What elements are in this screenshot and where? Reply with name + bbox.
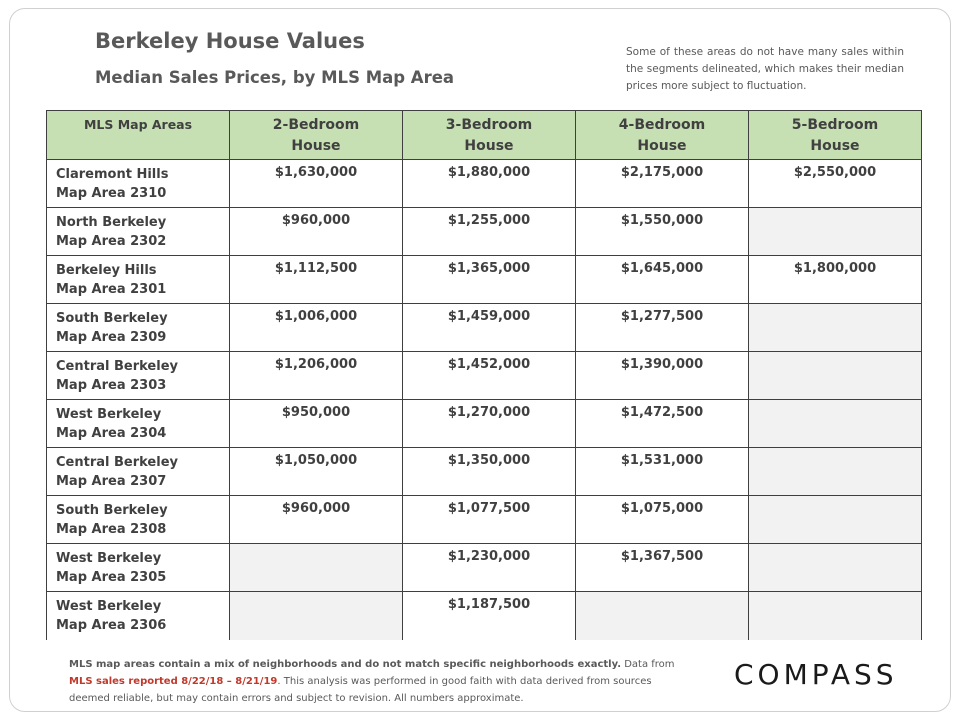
price-cell: $1,800,000: [749, 256, 922, 304]
empty-price-cell: [576, 592, 749, 640]
table-row: [47, 592, 922, 640]
area-code: Map Area 2306: [56, 618, 167, 633]
column-header-label: 2-Bedroom House: [272, 117, 360, 154]
price-cell: $1,630,000: [230, 160, 403, 208]
table-row: [47, 256, 922, 304]
area-cell: [47, 448, 230, 496]
area-cell: [47, 544, 230, 592]
price-cell: $1,350,000: [403, 448, 576, 496]
area-name: North Berkeley: [56, 215, 167, 230]
table-row: [47, 352, 922, 400]
empty-price-cell: [749, 544, 922, 592]
price-cell: $2,175,000: [576, 160, 749, 208]
price-cell: $1,187,500: [403, 592, 576, 640]
table-row: [47, 448, 922, 496]
column-header-label: 3-Bedroom House: [445, 117, 533, 154]
empty-price-cell: [749, 592, 922, 640]
empty-price-cell: [230, 592, 403, 640]
table-row: [47, 304, 922, 352]
price-cell: $1,452,000: [403, 352, 576, 400]
empty-price-cell: [749, 400, 922, 448]
price-cell: $1,531,000: [576, 448, 749, 496]
area-name: West Berkeley: [56, 599, 162, 614]
empty-price-cell: [749, 208, 922, 256]
empty-price-cell: [749, 496, 922, 544]
area-code: Map Area 2303: [56, 378, 167, 393]
area-cell: [47, 400, 230, 448]
price-cell: $1,075,000: [576, 496, 749, 544]
price-cell: $1,270,000: [403, 400, 576, 448]
table-body: [47, 160, 922, 640]
area-name: Claremont Hills: [56, 167, 169, 182]
compass-logo: COMPASS: [734, 658, 898, 691]
footer-bold-text: MLS map areas contain a mix of neighborhoods and do not match specific neighborhoods exactly.: [69, 659, 622, 670]
area-name: South Berkeley: [56, 311, 168, 326]
price-cell: $1,365,000: [403, 256, 576, 304]
price-cell: $950,000: [230, 400, 403, 448]
price-cell: $1,050,000: [230, 448, 403, 496]
column-header-label: 5-Bedroom House: [791, 117, 879, 154]
price-cell: $1,472,500: [576, 400, 749, 448]
price-cell: $1,006,000: [230, 304, 403, 352]
price-cell: $1,206,000: [230, 352, 403, 400]
area-name: West Berkeley: [56, 551, 162, 566]
column-header: [576, 111, 749, 160]
empty-price-cell: [749, 304, 922, 352]
column-header: MLS Map Areas: [47, 111, 230, 160]
disclaimer-note: Some of these areas do not have many sales within the segments delineated, which makes their median prices more subject to fluctuation.: [626, 46, 904, 92]
column-header-label: 4-Bedroom House: [618, 117, 706, 154]
price-cell: $960,000: [230, 496, 403, 544]
area-cell: [47, 352, 230, 400]
price-cell: $2,550,000: [749, 160, 922, 208]
price-cell: $1,459,000: [403, 304, 576, 352]
area-code: Map Area 2307: [56, 474, 167, 489]
area-cell: [47, 208, 230, 256]
price-cell: $1,077,500: [403, 496, 576, 544]
table-row: [47, 544, 922, 592]
area-code: Map Area 2301: [56, 282, 167, 297]
area-cell: [47, 160, 230, 208]
table-row: [47, 208, 922, 256]
area-name: South Berkeley: [56, 503, 168, 518]
area-name: Central Berkeley: [56, 455, 178, 470]
area-cell: [47, 304, 230, 352]
price-cell: $1,880,000: [403, 160, 576, 208]
price-cell: $1,255,000: [403, 208, 576, 256]
footer-date-range: MLS sales reported 8/22/18 – 8/21/19: [69, 676, 278, 687]
area-cell: [47, 256, 230, 304]
area-code: Map Area 2305: [56, 570, 167, 585]
column-header: [749, 111, 922, 160]
price-cell: $960,000: [230, 208, 403, 256]
table-row: [47, 160, 922, 208]
price-cell: $1,645,000: [576, 256, 749, 304]
median-price-table: [46, 110, 922, 640]
column-header: [230, 111, 403, 160]
area-name: Central Berkeley: [56, 359, 178, 374]
price-cell: $1,367,500: [576, 544, 749, 592]
table-row: [47, 400, 922, 448]
price-cell: $1,230,000: [403, 544, 576, 592]
empty-price-cell: [749, 352, 922, 400]
price-cell: $1,277,500: [576, 304, 749, 352]
area-name: Berkeley Hills: [56, 263, 157, 278]
column-header: [403, 111, 576, 160]
price-cell: $1,550,000: [576, 208, 749, 256]
table-row: [47, 496, 922, 544]
area-code: Map Area 2309: [56, 330, 167, 345]
price-cell: $1,390,000: [576, 352, 749, 400]
footer-disclaimer: [69, 656, 689, 707]
page-subtitle: Median Sales Prices, by MLS Map Area: [95, 68, 455, 87]
area-cell: [47, 592, 230, 640]
empty-price-cell: [749, 448, 922, 496]
footer-text: . This analysis was performed in good faith with data derived from sources deemed reliable, but may contain errors and subject to revision. All numbers approximate.: [69, 676, 652, 704]
footer-text: Data from: [621, 659, 675, 670]
area-name: West Berkeley: [56, 407, 162, 422]
area-code: Map Area 2304: [56, 426, 167, 441]
price-cell: $1,112,500: [230, 256, 403, 304]
area-code: Map Area 2308: [56, 522, 167, 537]
area-cell: [47, 496, 230, 544]
area-code: Map Area 2310: [56, 186, 167, 201]
page-title: Berkeley House Values: [95, 29, 365, 53]
table-header-row: [47, 111, 922, 160]
empty-price-cell: [230, 544, 403, 592]
area-code: Map Area 2302: [56, 234, 167, 249]
